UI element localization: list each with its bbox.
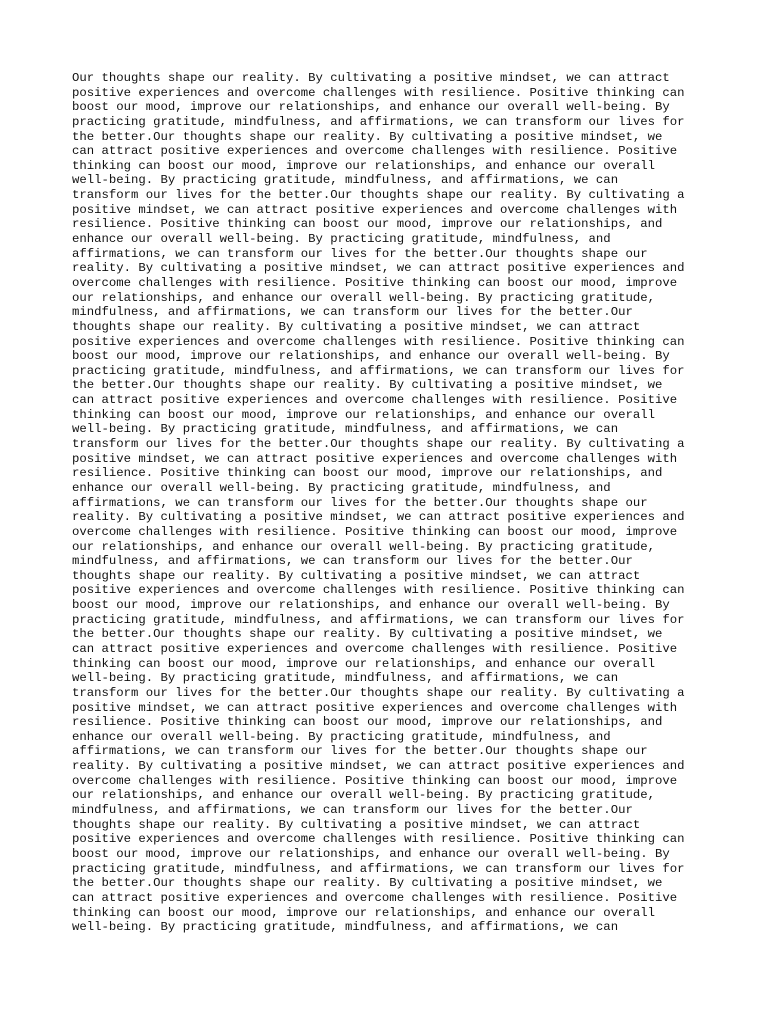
text-line: enhance our overall well-being. By practicing gratitude, mindfulness, and (72, 480, 611, 495)
text-line: affirmations, we can transform our lives for the better.Our thoughts shape our (72, 744, 648, 759)
text-line: positive experiences and overcome challenges with resilience. Positive thinking can (72, 583, 685, 598)
document-body (72, 71, 712, 935)
text-line: positive mindset, we can attract positive experiences and overcome challenges with (72, 202, 678, 217)
text-line: our relationships, and enhance our overall well-being. By practicing gratitude, (72, 290, 655, 305)
text-line: positive experiences and overcome challenges with resilience. Positive thinking can (72, 85, 685, 100)
text-line: practicing gratitude, mindfulness, and affirmations, we can transform our lives for (72, 363, 685, 378)
text-line: can attract positive experiences and overcome challenges with resilience. Positive (72, 890, 678, 905)
text-line: our relationships, and enhance our overall well-being. By practicing gratitude, (72, 539, 655, 554)
text-line: transform our lives for the better.Our thoughts shape our reality. By cultivating a (72, 437, 685, 452)
text-line: boost our mood, improve our relationships, and enhance our overall well-being. By (72, 598, 670, 613)
text-line: can attract positive experiences and overcome challenges with resilience. Positive (72, 144, 678, 159)
text-line: resilience. Positive thinking can boost our mood, improve our relationships, and (72, 715, 663, 730)
text-line: positive experiences and overcome challenges with resilience. Positive thinking can (72, 334, 685, 349)
text-line: enhance our overall well-being. By practicing gratitude, mindfulness, and (72, 729, 611, 744)
text-line: boost our mood, improve our relationships, and enhance our overall well-being. By (72, 349, 670, 364)
text-line: overcome challenges with resilience. Positive thinking can boost our mood, improve (72, 275, 678, 290)
text-line: mindfulness, and affirmations, we can transform our lives for the better.Our (72, 554, 633, 569)
text-line: well-being. By practicing gratitude, mindfulness, and affirmations, we can (72, 920, 619, 935)
text-line: can attract positive experiences and overcome challenges with resilience. Positive (72, 641, 678, 656)
text-line: positive mindset, we can attract positive experiences and overcome challenges with (72, 451, 678, 466)
text-line: resilience. Positive thinking can boost our mood, improve our relationships, and (72, 466, 663, 481)
text-line: the better.Our thoughts shape our reality. By cultivating a positive mindset, we (72, 129, 663, 144)
text-line: overcome challenges with resilience. Positive thinking can boost our mood, improve (72, 524, 678, 539)
text-line: thinking can boost our mood, improve our relationships, and enhance our overall (72, 905, 655, 920)
text-line: thoughts shape our reality. By cultivating a positive mindset, we can attract (72, 319, 641, 334)
text-line: transform our lives for the better.Our thoughts shape our reality. By cultivating a (72, 685, 685, 700)
text-line: thoughts shape our reality. By cultivating a positive mindset, we can attract (72, 568, 641, 583)
text-line: thinking can boost our mood, improve our relationships, and enhance our overall (72, 158, 655, 173)
text-line: overcome challenges with resilience. Positive thinking can boost our mood, improve (72, 773, 678, 788)
text-line: thoughts shape our reality. By cultivating a positive mindset, we can attract (72, 817, 641, 832)
text-line: Our thoughts shape our reality. By cultivating a positive mindset, we can attract (72, 71, 670, 85)
text-line: reality. By cultivating a positive mindset, we can attract positive experiences and (72, 261, 685, 276)
text-line: well-being. By practicing gratitude, mindfulness, and affirmations, we can (72, 671, 619, 686)
text-line: well-being. By practicing gratitude, mindfulness, and affirmations, we can (72, 173, 619, 188)
text-line: affirmations, we can transform our lives for the better.Our thoughts shape our (72, 495, 648, 510)
text-line: can attract positive experiences and overcome challenges with resilience. Positive (72, 393, 678, 408)
text-line: practicing gratitude, mindfulness, and affirmations, we can transform our lives for (72, 612, 685, 627)
text-line: mindfulness, and affirmations, we can transform our lives for the better.Our (72, 803, 633, 818)
text-line: practicing gratitude, mindfulness, and affirmations, we can transform our lives for (72, 861, 685, 876)
text-line: well-being. By practicing gratitude, mindfulness, and affirmations, we can (72, 422, 619, 437)
text-line: the better.Our thoughts shape our reality. By cultivating a positive mindset, we (72, 627, 663, 642)
text-line: boost our mood, improve our relationships, and enhance our overall well-being. By (72, 846, 670, 861)
text-line: affirmations, we can transform our lives for the better.Our thoughts shape our (72, 246, 648, 261)
text-line: transform our lives for the better.Our thoughts shape our reality. By cultivating a (72, 188, 685, 203)
text-line: enhance our overall well-being. By practicing gratitude, mindfulness, and (72, 232, 611, 247)
text-line: thinking can boost our mood, improve our relationships, and enhance our overall (72, 656, 655, 671)
text-line: mindfulness, and affirmations, we can transform our lives for the better.Our (72, 305, 633, 320)
text-line: reality. By cultivating a positive mindset, we can attract positive experiences and (72, 510, 685, 525)
text-line: practicing gratitude, mindfulness, and affirmations, we can transform our lives for (72, 114, 685, 129)
text-line: the better.Our thoughts shape our reality. By cultivating a positive mindset, we (72, 378, 663, 393)
text-line: our relationships, and enhance our overall well-being. By practicing gratitude, (72, 788, 655, 803)
text-line: resilience. Positive thinking can boost our mood, improve our relationships, and (72, 217, 663, 232)
text-line: positive mindset, we can attract positive experiences and overcome challenges with (72, 700, 678, 715)
text-line: reality. By cultivating a positive mindset, we can attract positive experiences and (72, 759, 685, 774)
text-line: positive experiences and overcome challenges with resilience. Positive thinking can (72, 832, 685, 847)
text-line: boost our mood, improve our relationships, and enhance our overall well-being. By (72, 100, 670, 115)
text-line: thinking can boost our mood, improve our relationships, and enhance our overall (72, 407, 655, 422)
text-line: the better.Our thoughts shape our reality. By cultivating a positive mindset, we (72, 876, 663, 891)
